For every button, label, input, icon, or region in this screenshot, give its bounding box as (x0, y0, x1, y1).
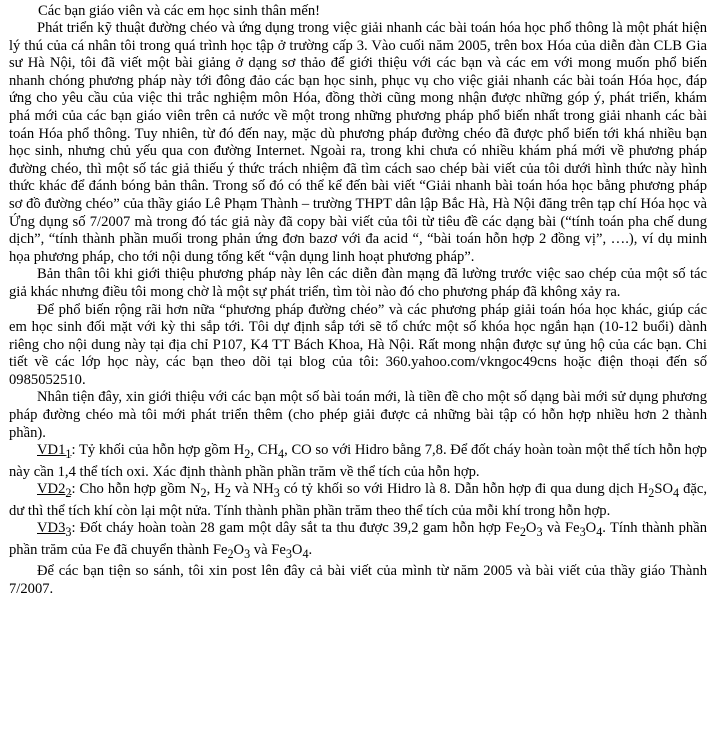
subscript-fe2o3-o-2: 3 (244, 546, 251, 561)
greeting: Các bạn giáo viên và các em học sinh thân mến! (38, 3, 321, 19)
example-2-text-e: SO (654, 481, 674, 498)
subscript-fe2o3-o: 3 (536, 525, 543, 540)
example-1-label-text: VD1 (37, 442, 66, 459)
example-2-text-a: : Cho hỗn hợp gồm N (71, 481, 201, 498)
subscript-fe2o3-fe: 2 (519, 525, 526, 540)
example-3-label (37, 520, 72, 540)
subscript-fe3o4-fe-2: 3 (285, 546, 292, 561)
example-3-text-b: O (525, 520, 537, 537)
subscript-ch4: 4 (278, 447, 285, 462)
example-2-label (37, 481, 72, 501)
document-body (9, 20, 707, 599)
example-1-text-b: , CH (250, 442, 279, 459)
subscript-fe3o4-o: 4 (596, 525, 603, 540)
example-3-label-number: 3 (65, 525, 72, 540)
example-2 (9, 481, 707, 520)
example-1-text-c: , CO so với Hidro bằng 7,8. Để đốt cháy hoàn toàn một thể tích hỗn hợp này cần 1,4 thể tích oxi. Xác định thành phần phần trăm về thể tích của hỗn hợp. (9, 442, 707, 480)
example-2-text-f: đặc, dư thì thể tích khí còn lại một nửa. Tính thành phần phần trăm theo thể tích của mỗi khí trong hỗn hợp. (9, 481, 707, 519)
subscript-h2: 2 (224, 486, 231, 501)
example-2-text-b: , H (206, 481, 225, 498)
example-3 (9, 520, 707, 563)
example-3-text-e: . Tính thành phần phần trăm của Fe đã chuyển thành Fe (9, 520, 707, 558)
subscript-fe2o3-fe-2: 2 (227, 546, 234, 561)
subscript-h2: 2 (244, 447, 251, 462)
paragraph-courses: Để phổ biến rộng rãi hơn nữa “phương pháp đường chéo” và các phương pháp giải toán hóa học khác, giúp các em học sinh đối mặt với kỳ thi sắp tới. Tôi dự định sắp tới sẽ tổ chức một số khóa học ngắn hạn (10-12 buổi) dành riêng cho nội dung này tại địa chỉ P107, K4 TT Bách Khoa, Hà Nội. Rất mong nhận được sự ủng hộ của các bạn. Chi tiết về các lớp học này, các bạn theo dõi tại blog của tôi: 360.yahoo.com/vkngoc49cns hoặc điện thoại đến số 0985052510. (9, 301, 707, 388)
subscript-h2so4-h: 2 (648, 486, 655, 501)
example-2-text-d: có tỷ khối so với Hidro là 8. Dẫn hỗn hợp đi qua dung dịch H (279, 481, 649, 498)
example-3-text-a: : Đốt cháy hoàn toàn 28 gam một dây sắt ta thu được 39,2 gam hỗn hợp Fe (71, 520, 520, 537)
example-1-label (37, 442, 72, 462)
example-3-text-i: . (308, 541, 313, 558)
example-1-text-a: : Tỷ khối của hỗn hợp gồm H (71, 442, 245, 459)
subscript-fe3o4-fe: 3 (579, 525, 586, 540)
example-1-label-number: 1 (65, 447, 72, 462)
example-3-text-g: và Fe (250, 541, 286, 558)
example-2-label-text: VD2 (37, 481, 66, 498)
example-3-text-d: O (585, 520, 597, 537)
subscript-fe3o4-o-2: 4 (302, 546, 309, 561)
example-1 (9, 442, 707, 481)
example-3-label-text: VD3 (37, 520, 66, 537)
example-3-text-c: và Fe (542, 520, 580, 537)
subscript-n2: 2 (200, 486, 207, 501)
paragraph-closing: Để các bạn tiện so sánh, tôi xin post lên đây cả bài viết của mình từ năm 2005 và bài viết của thầy giáo Thành 7/2007. (9, 563, 707, 598)
example-3-text-f: O (233, 541, 245, 558)
paragraph-intro: Phát triển kỹ thuật đường chéo và ứng dụng trong việc giải nhanh các bài toán hóa học phổ thông là một phát hiện lý thú của cá nhân tôi trong quá trình học tập ở trường cấp 3. Vào cuối năm 2005, trên box Hóa của diễn đàn CLB Gia sư Hà Nội, tôi đã viết một bài giảng ở dạng sơ thảo để giới thiệu với các bạn và các em với mong muốn phổ biến nhanh chóng phương pháp này tới đông đảo các bạn học sinh, phục vụ cho việc giải nhanh các bài toán Hóa học, đáp ứng cho yêu cầu của việc thi trắc nghiệm môn Hóa, đồng thời cũng mong nhận được những góp ý, phát triển, khám phá mới của các bạn giáo viên trên cả nước về một trong những phương pháp phổ biến nhất trong giải nhanh các bài toán Hóa phổ thông. Tuy nhiên, từ đó đến nay, mặc dù phương pháp đường chéo đã được phổ biến tới khá nhiều bạn học sinh, nhưng chủ yếu qua con đường Internet. Ngoài ra, trong khi chưa có nhiều khám phá mới về phương pháp đường chéo, thì một số tác giả thiếu ý thức trách nhiệm đã tìm cách sao chép bài viết của tôi dưới hình thức này hình thức khác để đánh bóng bản thân. Trong số đó có thể kể đến bài viết “Giải nhanh bài toán hóa học bằng phương pháp sơ đồ đường chéo” của thầy giáo Lê Phạm Thành – trường THPT dân lập Bắc Hà, Hà Nội đăng trên tạp chí Hóa học và Ứng dụng số 7/2007 mà trong đó tác giả này đã copy bài viết của tôi từ tiêu đề các dạng bài (“tính toán pha chế dung dịch”, “tính thành phần muối trong phản ứng đơn bazơ với đa acid “, “bài toán hỗn hợp 2 đồng vị”, ….), ví dụ minh họa phương pháp, cho tới nội dung tổng kết “vận dụng linh hoạt phương pháp”. (9, 20, 707, 265)
paragraph-copying: Bản thân tôi khi giới thiệu phương pháp này lên các diễn đàn mạng đã lường trước việc sao chép của một số tác giả khác nhưng điều tôi mong chờ là một sự phát triển, tìm tòi nào đó cho phương pháp đã không xảy ra. (9, 266, 707, 300)
subscript-h2so4-o: 4 (673, 486, 680, 501)
paragraph-new-problems: Nhân tiện đây, xin giới thiệu với các bạn một số bài toán mới, là tiền đề cho một số dạng bài mới sử dụng phương pháp đường chéo mà tôi mới phát triển thêm (cho phép giải được cả những bài tập có hỗn hợp nhiều hơn 2 thành phần). (9, 389, 707, 441)
example-2-label-number: 2 (65, 486, 72, 501)
subscript-nh3: 3 (273, 486, 280, 501)
example-2-text-c: và NH (230, 481, 274, 498)
example-3-text-h: O (291, 541, 303, 558)
